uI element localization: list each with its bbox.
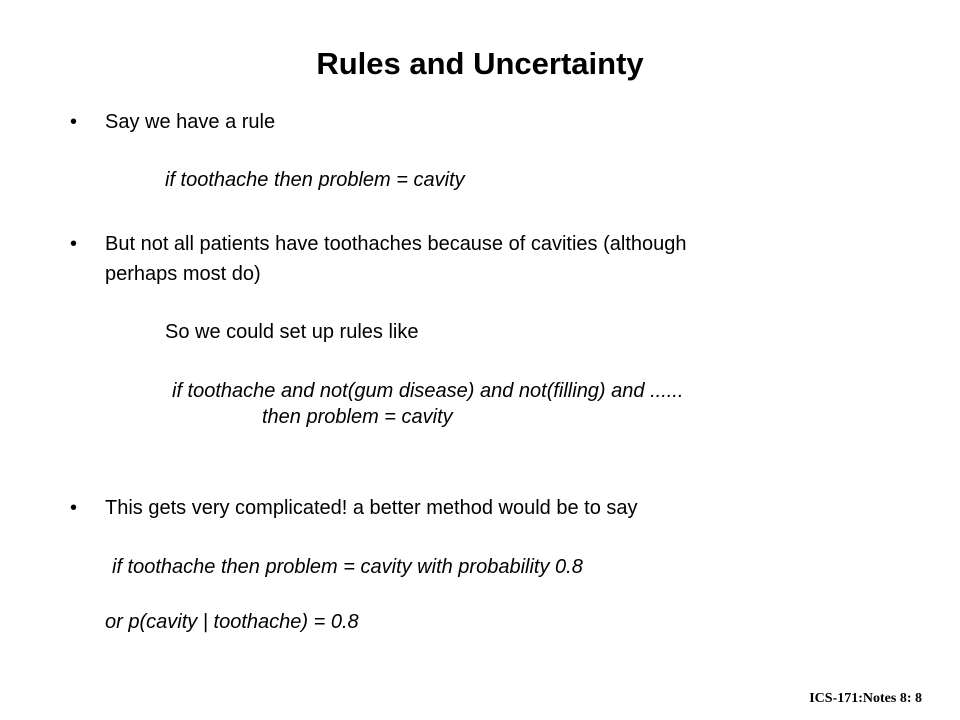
bullet-3-marker: • xyxy=(70,497,78,519)
bullet-1-marker: • xyxy=(70,111,78,133)
bullet-2-marker: • xyxy=(70,233,78,255)
bullet-2-line-1: But not all patients have toothaches because of cavities (although xyxy=(105,233,687,255)
setup-rules-text: So we could set up rules like xyxy=(165,321,419,343)
conditional-probability: or p(cavity | toothache) = 0.8 xyxy=(105,611,359,633)
probability-rule: if toothache then problem = cavity with probability 0.8 xyxy=(112,556,583,578)
complex-rule-line-2: then problem = cavity xyxy=(262,406,453,428)
footer-page-label: ICS-171:Notes 8: 8 xyxy=(809,691,922,706)
rule-toothache-cavity: if toothache then problem = cavity xyxy=(165,169,465,191)
bullet-3-text: This gets very complicated! a better method would be to say xyxy=(105,497,638,519)
slide-title: Rules and Uncertainty xyxy=(316,46,644,81)
bullet-2-line-2: perhaps most do) xyxy=(105,263,261,285)
bullet-1-text: Say we have a rule xyxy=(105,111,276,133)
complex-rule-line-1: if toothache and not(gum disease) and not(filling) and ...... xyxy=(172,380,684,402)
